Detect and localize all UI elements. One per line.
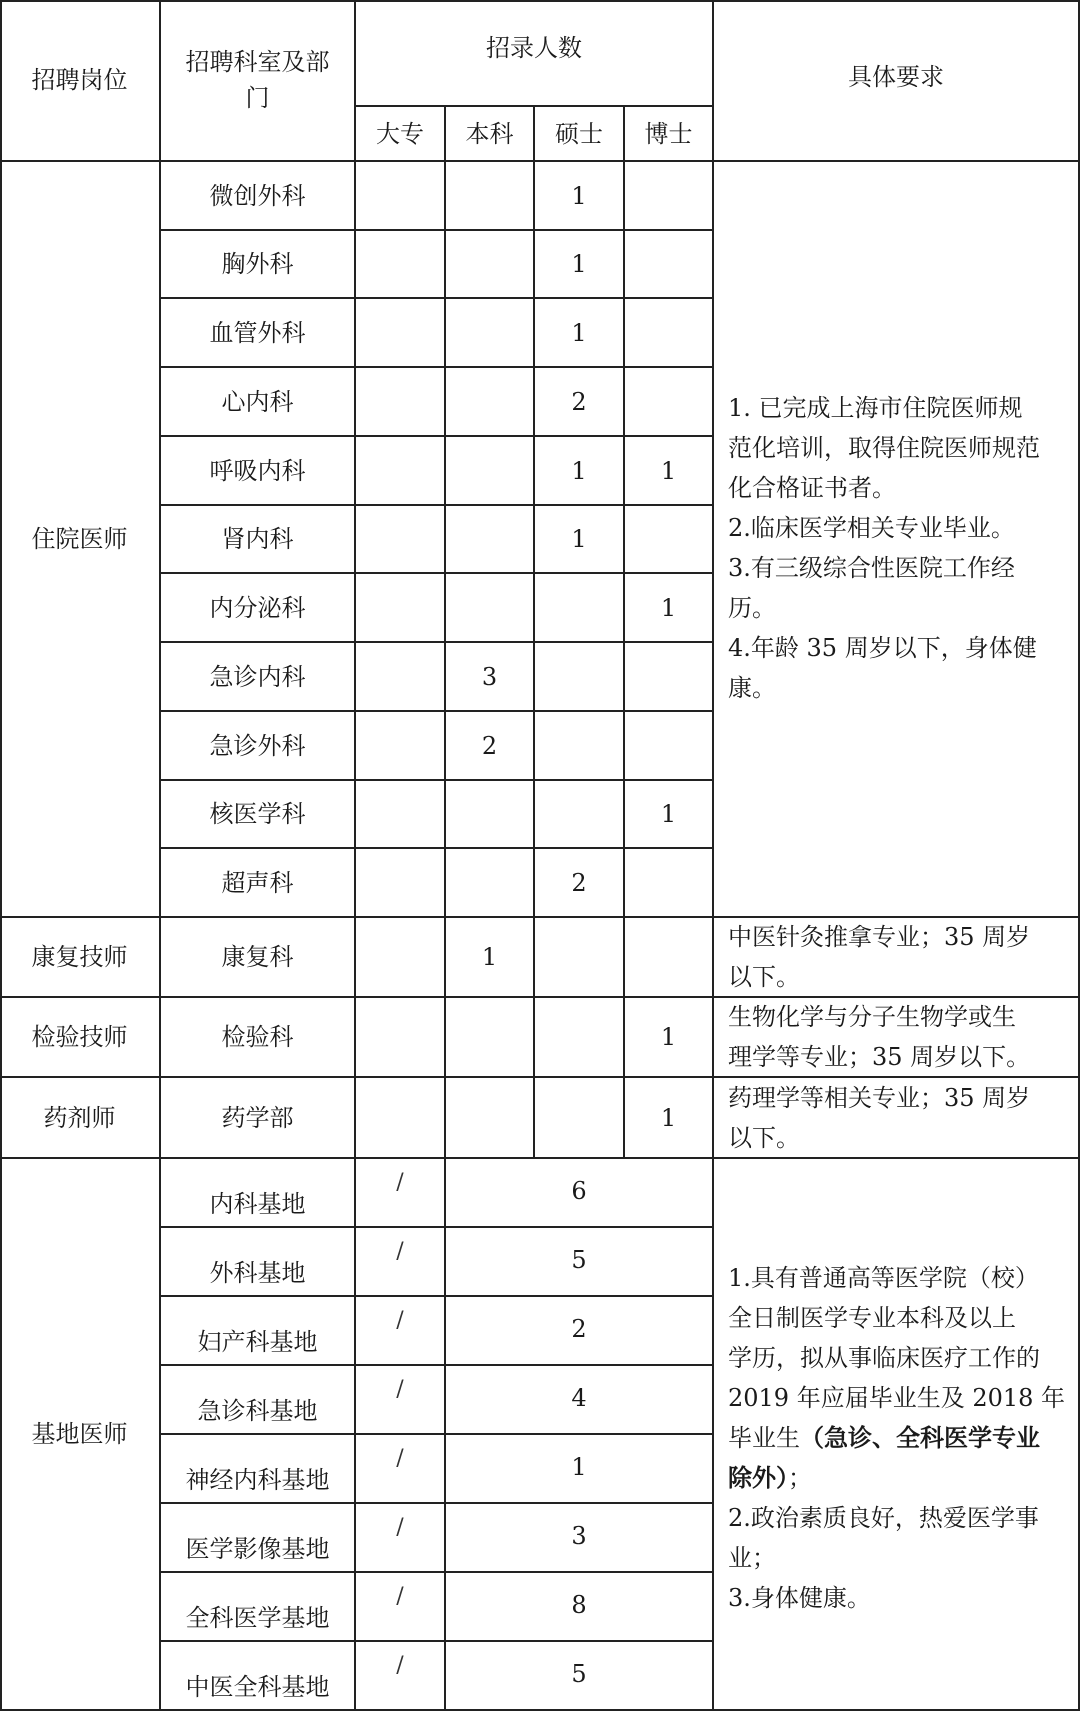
dept-label: 药学部 <box>221 1103 294 1132</box>
dept-cell <box>161 574 356 643</box>
count-dazhuan <box>356 437 446 506</box>
header-requirements-label: 具体要求 <box>848 63 944 91</box>
na-slash: / <box>396 1170 404 1195</box>
dept-label: 心内科 <box>221 387 294 416</box>
count-dazhuan <box>356 712 446 781</box>
req-line: 以下。 <box>728 1123 800 1152</box>
position-base-doctor <box>0 1159 161 1711</box>
dept-cell <box>161 437 356 506</box>
count-value: 1 <box>660 800 677 828</box>
count-value: 8 <box>571 1591 587 1619</box>
count-dazhuan-na <box>356 1366 446 1435</box>
count-value: 2 <box>571 387 587 416</box>
header-department <box>161 0 356 162</box>
count-shuoshi <box>535 368 625 437</box>
dept-label: 妇产科基地 <box>197 1328 318 1356</box>
dept-label: 肾内科 <box>221 525 294 553</box>
count-dazhuan <box>356 162 446 231</box>
dept-cell <box>161 1366 356 1435</box>
count-benke <box>446 1078 535 1159</box>
dept-cell <box>161 1573 356 1642</box>
req-line: 1. 已完成上海市住院医师规 <box>728 394 1023 422</box>
degree-label: 博士 <box>644 119 693 148</box>
req-line <box>728 1418 1072 1458</box>
count-shuoshi <box>535 299 625 368</box>
header-headcount-label: 招录人数 <box>486 33 582 62</box>
count-dazhuan <box>356 574 446 643</box>
req-line: 药理学等相关专业；35 周岁 <box>728 1083 1031 1112</box>
count-dazhuan-na <box>356 1159 446 1228</box>
req-line: 中医针灸推拿专业；35 周岁 <box>728 923 1031 951</box>
count-shuoshi <box>535 574 625 643</box>
count-shuoshi <box>535 712 625 781</box>
requirements-rehab <box>714 918 1080 998</box>
count-merged <box>446 1228 714 1297</box>
count-boshi <box>625 162 714 231</box>
dept-label: 胸外科 <box>221 250 294 278</box>
count-dazhuan-na <box>356 1642 446 1711</box>
count-dazhuan <box>356 998 446 1078</box>
degree-label: 本科 <box>465 119 514 148</box>
req-line: 康。 <box>728 674 776 702</box>
dept-cell <box>161 1159 356 1228</box>
count-boshi <box>625 299 714 368</box>
count-dazhuan <box>356 849 446 918</box>
req-line: 2019 年应届毕业生及 2018 年 <box>728 1384 1066 1412</box>
dept-cell <box>161 1297 356 1366</box>
dept-cell <box>161 1228 356 1297</box>
dept-label: 核医学科 <box>209 800 306 828</box>
count-value: 1 <box>571 250 587 278</box>
dept-label: 检验科 <box>221 1023 294 1051</box>
req-line: 化合格证书者。 <box>728 474 896 502</box>
count-merged <box>446 1642 714 1711</box>
req-line: 业； <box>728 1544 776 1572</box>
degree-label: 大专 <box>376 119 424 148</box>
count-benke <box>446 643 535 712</box>
count-benke <box>446 299 535 368</box>
count-boshi <box>625 712 714 781</box>
count-merged <box>446 1366 714 1435</box>
position-resident <box>0 162 161 918</box>
count-benke <box>446 849 535 918</box>
count-benke <box>446 998 535 1078</box>
count-value: 1 <box>571 318 587 347</box>
count-merged <box>446 1435 714 1504</box>
count-boshi <box>625 849 714 918</box>
count-benke <box>446 162 535 231</box>
dept-label: 康复科 <box>221 943 294 971</box>
dept-cell <box>161 1078 356 1159</box>
count-benke <box>446 712 535 781</box>
dept-label: 内分泌科 <box>209 593 306 622</box>
requirements-resident <box>714 162 1080 918</box>
count-merged <box>446 1573 714 1642</box>
req-line: 1.具有普通高等医学院（校） <box>728 1264 1039 1292</box>
count-boshi <box>625 437 714 506</box>
req-line <box>728 1458 1072 1498</box>
dept-cell <box>161 1504 356 1573</box>
degree-label: 硕士 <box>555 119 603 148</box>
count-boshi <box>625 781 714 849</box>
count-boshi <box>625 998 714 1078</box>
count-value: 5 <box>571 1660 587 1688</box>
dept-cell <box>161 368 356 437</box>
count-boshi <box>625 506 714 574</box>
count-dazhuan <box>356 1078 446 1159</box>
position-lab <box>0 998 161 1078</box>
header-position-label: 招聘岗位 <box>31 66 128 94</box>
header-degree-boshi <box>625 107 714 162</box>
count-shuoshi <box>535 1078 625 1159</box>
count-value: 1 <box>571 456 587 485</box>
requirements-base-doctor <box>714 1159 1080 1711</box>
na-slash: / <box>396 1446 404 1471</box>
count-value: 1 <box>481 943 498 971</box>
count-dazhuan-na <box>356 1228 446 1297</box>
count-benke <box>446 918 535 998</box>
count-benke <box>446 781 535 849</box>
requirements-pharmacist <box>714 1078 1080 1159</box>
position-label: 住院医师 <box>31 525 128 553</box>
na-slash: / <box>396 1515 404 1540</box>
req-line: 3.身体健康。 <box>728 1584 871 1612</box>
count-benke <box>446 506 535 574</box>
position-label: 基地医师 <box>31 1420 128 1448</box>
count-merged <box>446 1504 714 1573</box>
req-line: 生物化学与分子生物学或生 <box>728 1003 1016 1031</box>
position-label: 检验技师 <box>31 1023 128 1051</box>
header-requirements <box>714 0 1080 162</box>
req-text: 毕业生 <box>728 1424 800 1452</box>
dept-label: 外科基地 <box>209 1259 306 1287</box>
count-dazhuan-na <box>356 1435 446 1504</box>
na-slash: / <box>396 1377 404 1402</box>
dept-cell <box>161 643 356 712</box>
count-dazhuan-na <box>356 1504 446 1573</box>
requirements-lab <box>714 998 1080 1078</box>
req-line: 全日制医学专业本科及以上 <box>728 1304 1016 1332</box>
count-shuoshi <box>535 506 625 574</box>
dept-cell <box>161 998 356 1078</box>
count-benke <box>446 437 535 506</box>
req-text-bold: （急诊、全科医学专业 <box>800 1423 1040 1452</box>
req-line: 学历，拟从事临床医疗工作的 <box>728 1344 1040 1372</box>
count-value: 3 <box>571 1522 587 1550</box>
dept-label: 呼吸内科 <box>209 456 306 485</box>
header-headcount <box>356 0 714 107</box>
req-line: 2.政治素质良好，热爱医学事 <box>728 1504 1039 1532</box>
count-value: 2 <box>571 1315 587 1343</box>
count-benke <box>446 368 535 437</box>
dept-label: 血管外科 <box>209 318 306 347</box>
header-degree-shuoshi <box>535 107 625 162</box>
req-text-bold: 除外） <box>728 1463 788 1492</box>
dept-cell <box>161 231 356 299</box>
dept-cell <box>161 849 356 918</box>
req-text: ； <box>788 1464 812 1492</box>
dept-label: 急诊科基地 <box>197 1397 318 1425</box>
count-shuoshi <box>535 437 625 506</box>
na-slash: / <box>396 1308 404 1333</box>
count-dazhuan-na <box>356 1297 446 1366</box>
count-shuoshi <box>535 162 625 231</box>
header-degree-dazhuan <box>356 107 446 162</box>
dept-cell <box>161 1642 356 1711</box>
dept-label: 医学影像基地 <box>185 1535 330 1563</box>
count-value: 1 <box>660 456 677 485</box>
header-position <box>0 0 161 162</box>
count-shuoshi <box>535 781 625 849</box>
position-rehab <box>0 918 161 998</box>
count-shuoshi <box>535 918 625 998</box>
dept-label: 全科医学基地 <box>185 1604 330 1632</box>
count-value: 1 <box>571 525 587 553</box>
count-boshi <box>625 643 714 712</box>
header-degree-benke <box>446 107 535 162</box>
dept-label: 微创外科 <box>209 181 306 210</box>
dept-cell <box>161 299 356 368</box>
count-shuoshi <box>535 998 625 1078</box>
count-value: 5 <box>571 1246 587 1274</box>
req-line: 理学等专业；35 周岁以下。 <box>728 1043 1031 1071</box>
count-value: 1 <box>660 1023 677 1051</box>
dept-label: 中医全科基地 <box>185 1673 330 1701</box>
dept-label: 神经内科基地 <box>185 1466 330 1494</box>
count-value: 6 <box>571 1177 587 1205</box>
dept-cell <box>161 506 356 574</box>
count-boshi <box>625 574 714 643</box>
na-slash: / <box>396 1584 404 1609</box>
header-department-label: 招聘科室及部门 <box>185 48 330 112</box>
req-line: 范化培训，取得住院医师规范 <box>728 434 1040 462</box>
position-pharmacist <box>0 1078 161 1159</box>
count-boshi <box>625 918 714 998</box>
position-label: 康复技师 <box>31 943 128 971</box>
count-dazhuan <box>356 506 446 574</box>
count-dazhuan <box>356 643 446 712</box>
count-dazhuan <box>356 299 446 368</box>
count-dazhuan <box>356 781 446 849</box>
dept-cell <box>161 712 356 781</box>
dept-cell <box>161 781 356 849</box>
count-value: 2 <box>571 868 587 897</box>
req-line: 2.临床医学相关专业毕业。 <box>728 514 1015 542</box>
count-boshi <box>625 1078 714 1159</box>
count-dazhuan <box>356 918 446 998</box>
count-value: 1 <box>660 1103 677 1132</box>
count-benke <box>446 574 535 643</box>
count-boshi <box>625 368 714 437</box>
count-shuoshi <box>535 231 625 299</box>
count-merged <box>446 1159 714 1228</box>
dept-label: 超声科 <box>221 868 294 897</box>
count-dazhuan-na <box>356 1573 446 1642</box>
position-label: 药剂师 <box>43 1103 116 1132</box>
count-shuoshi <box>535 643 625 712</box>
dept-label: 内科基地 <box>209 1190 306 1218</box>
req-line: 以下。 <box>728 963 800 991</box>
dept-label: 急诊外科 <box>209 731 306 760</box>
req-line: 4.年龄 35 周岁以下，身体健 <box>728 634 1037 662</box>
dept-label: 急诊内科 <box>209 662 306 691</box>
count-benke <box>446 231 535 299</box>
count-dazhuan <box>356 231 446 299</box>
na-slash: / <box>396 1653 404 1678</box>
count-value: 1 <box>571 181 587 210</box>
dept-cell <box>161 162 356 231</box>
count-value: 2 <box>481 731 498 760</box>
dept-cell <box>161 918 356 998</box>
req-line: 历。 <box>728 594 776 622</box>
count-boshi <box>625 231 714 299</box>
na-slash: / <box>396 1239 404 1264</box>
count-value: 1 <box>571 1453 587 1481</box>
count-shuoshi <box>535 849 625 918</box>
count-merged <box>446 1297 714 1366</box>
count-value: 1 <box>660 593 677 622</box>
dept-cell <box>161 1435 356 1504</box>
count-value: 4 <box>571 1384 587 1412</box>
count-dazhuan <box>356 368 446 437</box>
count-value: 3 <box>481 662 498 691</box>
req-line: 3.有三级综合性医院工作经 <box>728 554 1015 582</box>
